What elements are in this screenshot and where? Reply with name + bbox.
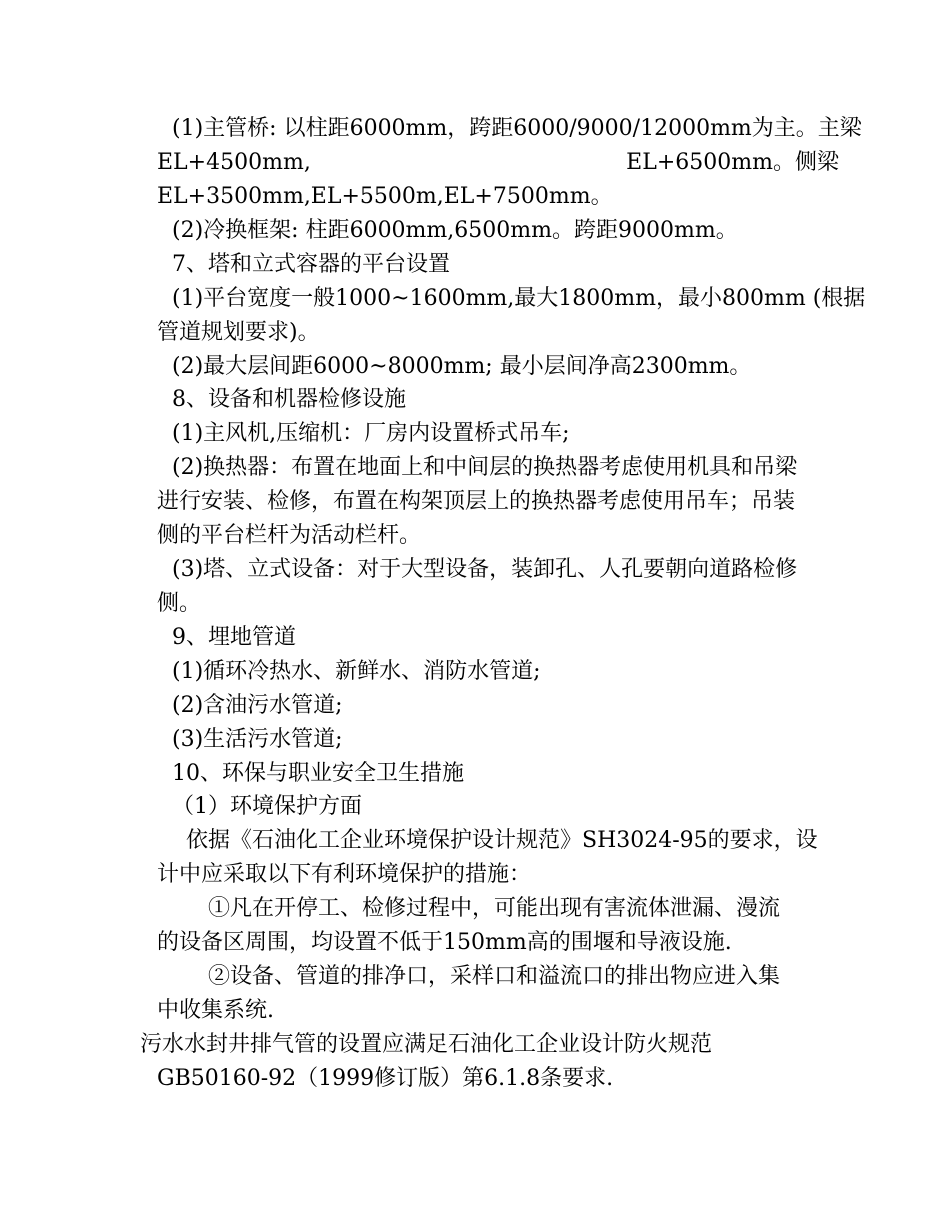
text-segment: EL+6500mm。侧梁 [626, 150, 839, 175]
text-line: (1)平台宽度一般1000~1600mm,最大1800mm，最小800mm (根据 [172, 286, 866, 311]
text-line: 管道规划要求)。 [157, 320, 320, 345]
section-heading: 9、埋地管道 [172, 625, 296, 650]
text-line: 中收集系统. [157, 998, 274, 1023]
section-heading: 7、塔和立式容器的平台设置 [172, 252, 450, 277]
text-line: (3)生活污水管道; [172, 727, 343, 752]
text-line: 计中应采取以下有利环境保护的措施： [157, 862, 532, 887]
text-line: 侧。 [157, 591, 202, 616]
text-line: 的设备区周围，均设置不低于150mm高的围堰和导液设施. [157, 930, 732, 955]
text-line: ②设备、管道的排净口，采样口和溢流口的排出物应进入集 [208, 964, 781, 989]
section-heading: 10、环保与职业安全卫生措施 [172, 761, 464, 786]
text-line: 进行安装、检修，布置在构架顶层上的换热器考虑使用吊车；吊装 [157, 489, 796, 514]
text-line-justified [157, 146, 839, 180]
text-line: (1)主风机,压缩机：厂房内设置桥式吊车; [172, 421, 570, 446]
text-line: (2)最大层间距6000~8000mm; 最小层间净高2300mm。 [172, 354, 752, 379]
text-line: 污水水封井排气管的设置应满足石油化工企业设计防火规范 [140, 1032, 713, 1057]
text-line: (1)主管桥: 以柱距6000mm，跨距6000/9000/12000mm为主。主梁 [172, 116, 862, 141]
text-line: (2)含油污水管道; [172, 693, 343, 718]
text-line: 依据《石油化工企业环境保护设计规范》SH3024-95的要求，设 [186, 828, 818, 853]
subsection-heading: （1）环境保护方面 [172, 794, 362, 819]
text-line: (2)冷换框架: 柱距6000mm,6500mm。跨距9000mm。 [172, 218, 738, 243]
text-line: ①凡在开停工、检修过程中，可能出现有害流体泄漏、漫流 [208, 896, 781, 921]
text-line: GB50160-92（1999修订版）第6.1.8条要求. [157, 1066, 614, 1091]
text-line: (2)换热器：布置在地面上和中间层的换热器考虑使用机具和吊梁 [172, 455, 798, 480]
text-line: EL+3500mm,EL+5500m,EL+7500mm。 [157, 184, 613, 209]
text-line: (3)塔、立式设备：对于大型设备，装卸孔、人孔要朝向道路检修 [172, 557, 798, 582]
text-line: (1)循环冷热水、新鲜水、消防水管道; [172, 659, 541, 684]
text-line: 侧的平台栏杆为活动栏杆。 [157, 523, 422, 548]
section-heading: 8、设备和机器检修设施 [172, 387, 406, 412]
text-segment: EL+4500mm, [157, 150, 311, 175]
